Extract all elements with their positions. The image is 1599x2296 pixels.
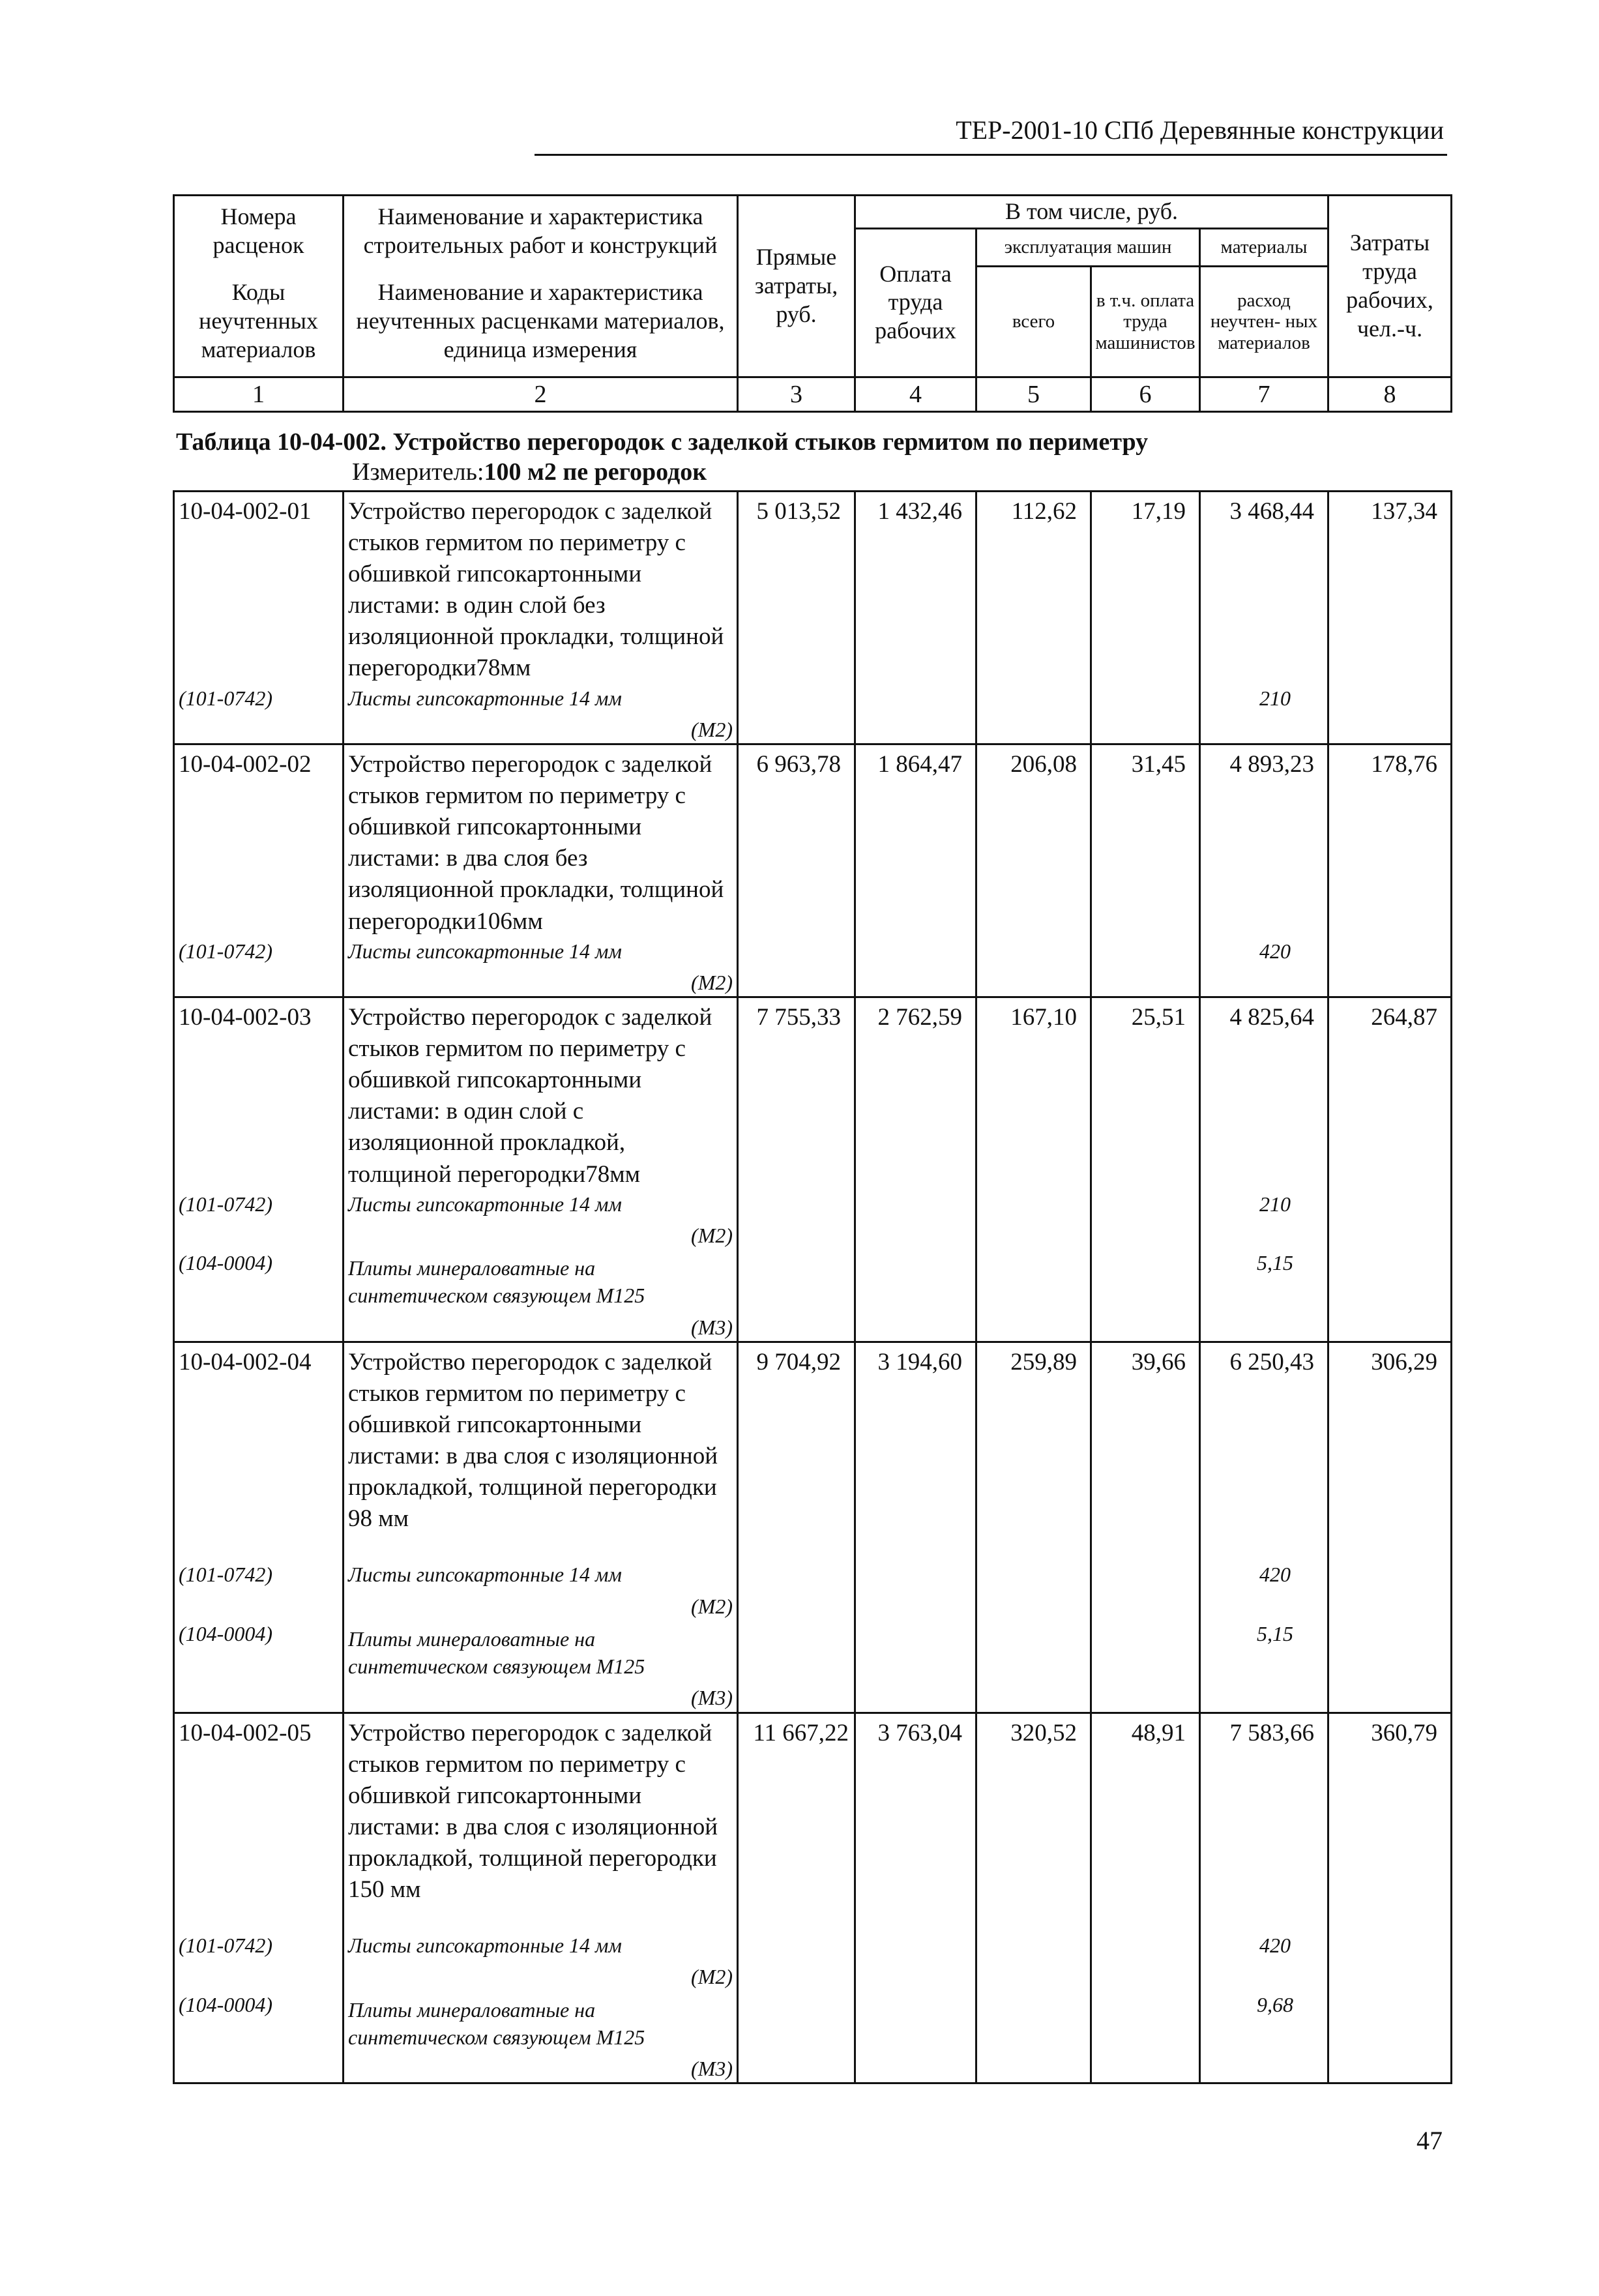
material-row [174, 684, 1452, 744]
col-number: 1 [174, 377, 344, 411]
machinist-pay: 25,51 [1091, 997, 1200, 1190]
material-name: Листы гипсокартонные 14 мм [348, 686, 622, 710]
material-unit: (М3) [691, 1315, 733, 1339]
rate-name: Устройство перегородок с заделкой стыков гермитом по периметру с обшивкой гипсокартонными листами: в один слой с изоляционной прокладкой, толщиной перегородки78мм [344, 997, 738, 1190]
rate-code: 10-04-002-03 [174, 997, 344, 1190]
col-number: 8 [1328, 377, 1452, 411]
header-materials: материалы [1200, 228, 1328, 266]
col-number: 7 [1200, 377, 1328, 411]
header-machines: эксплуатация машин [976, 228, 1200, 266]
labor-hours: 137,34 [1328, 492, 1452, 684]
table-row [174, 492, 1452, 684]
material-name: Листы гипсокартонные 14 мм [348, 1563, 622, 1587]
material-unit: (М2) [691, 717, 733, 741]
rate-code: 10-04-002-05 [174, 1713, 344, 1906]
material-row [174, 1535, 1452, 1619]
material-qty: 5,15 [1200, 1620, 1328, 1713]
header-labor-pay: Оплата труда рабочих [855, 228, 976, 377]
machines-total: 320,52 [976, 1713, 1091, 1906]
table-row [174, 744, 1452, 937]
material-qty: 9,68 [1200, 1991, 1328, 2083]
labor-pay: 2 762,59 [855, 997, 976, 1190]
rate-name: Устройство перегородок с заделкой стыков гермитом по периметру с обшивкой гипсокартонными листами: в два слоя с изоляционной прокладкой, толщиной перегородки 150 мм [344, 1713, 738, 1906]
machinist-pay: 48,91 [1091, 1713, 1200, 1906]
material-unit: (М2) [691, 1965, 733, 1989]
material-unit: (М2) [691, 1594, 733, 1618]
material-qty: 5,15 [1200, 1249, 1328, 1342]
material-unit: (М2) [691, 970, 733, 994]
measure-label: Измеритель: [352, 458, 484, 486]
material-code: (101-0742) [174, 1535, 344, 1619]
direct-costs: 11 667,22 [738, 1713, 855, 1906]
col-number: 6 [1091, 377, 1200, 411]
materials-cost: 6 250,43 [1200, 1342, 1328, 1535]
rate-name: Устройство перегородок с заделкой стыков гермитом по периметру с обшивкой гипсокартонными листами: в один слой без изоляционной прокладки, толщиной перегородки78мм [344, 492, 738, 684]
material-code: (104-0004) [174, 1249, 344, 1342]
rate-name: Устройство перегородок с заделкой стыков гермитом по периметру с обшивкой гипсокартонными листами: в два слоя с изоляционной прокладкой, толщиной перегородки 98 мм [344, 1342, 738, 1535]
measure-value: 100 м2 пе регородок [484, 458, 707, 486]
material-code: (101-0742) [174, 937, 344, 997]
direct-costs: 5 013,52 [738, 492, 855, 684]
material-row [174, 937, 1452, 997]
material-row [174, 1190, 1452, 1249]
header-name-bottom: Наименование и характеристика неучтенных расценками материалов, единица измерения [344, 266, 738, 377]
col-number: 3 [738, 377, 855, 411]
machinist-pay: 31,45 [1091, 744, 1200, 937]
direct-costs: 6 963,78 [738, 744, 855, 937]
material-row [174, 1906, 1452, 1990]
machinist-pay: 39,66 [1091, 1342, 1200, 1535]
material-name: Плиты минераловатные на синтетическом связующем М125 [348, 1626, 645, 1679]
labor-pay: 1 432,46 [855, 492, 976, 684]
material-row [174, 1991, 1452, 2083]
table-title: Таблица 10-04-002. Устройство перегородок с заделкой стыков гермитом по периметру [176, 428, 1149, 456]
material-name: Листы гипсокартонные 14 мм [348, 1934, 622, 1958]
material-qty: 210 [1200, 1190, 1328, 1249]
running-head: ТЕР-2001-10 СПб Деревянные конструкции [956, 115, 1444, 145]
table-row [174, 1713, 1452, 1906]
materials-cost: 3 468,44 [1200, 492, 1328, 684]
machinist-pay: 17,19 [1091, 492, 1200, 684]
rates-table [173, 490, 1452, 2084]
direct-costs: 9 704,92 [738, 1342, 855, 1535]
labor-hours: 264,87 [1328, 997, 1452, 1190]
labor-hours: 306,29 [1328, 1342, 1452, 1535]
material-code: (104-0004) [174, 1991, 344, 2083]
materials-cost: 7 583,66 [1200, 1713, 1328, 1906]
header-rule [535, 154, 1447, 156]
header-table [173, 194, 1452, 413]
header-codes-top: Номера расценок [174, 196, 344, 267]
material-row [174, 1620, 1452, 1713]
labor-hours: 360,79 [1328, 1713, 1452, 1906]
material-code: (104-0004) [174, 1620, 344, 1713]
header-material-use: расход неучтен- ных материалов [1200, 266, 1328, 377]
header-direct-costs: Прямые затраты, руб. [738, 196, 855, 377]
machines-total: 112,62 [976, 492, 1091, 684]
rate-code: 10-04-002-02 [174, 744, 344, 937]
material-qty: 420 [1200, 1535, 1328, 1619]
material-name: Листы гипсокартонные 14 мм [348, 939, 622, 963]
measure-line [352, 458, 707, 486]
labor-pay: 3 763,04 [855, 1713, 976, 1906]
header-labor-hours: Затраты труда рабочих, чел.-ч. [1328, 196, 1452, 377]
rate-code: 10-04-002-01 [174, 492, 344, 684]
table-row [174, 1342, 1452, 1535]
material-qty: 210 [1200, 684, 1328, 744]
material-unit: (М2) [691, 1223, 733, 1247]
header-codes-bottom: Коды неучтенных материалов [174, 266, 344, 377]
material-code: (101-0742) [174, 684, 344, 744]
materials-cost: 4 893,23 [1200, 744, 1328, 937]
header-mach-pay: в т.ч. оплата труда машинистов [1091, 266, 1200, 377]
col-number: 5 [976, 377, 1091, 411]
material-qty: 420 [1200, 1906, 1328, 1990]
material-name: Листы гипсокартонные 14 мм [348, 1192, 622, 1216]
materials-cost: 4 825,64 [1200, 997, 1328, 1190]
machines-total: 259,89 [976, 1342, 1091, 1535]
material-name: Плиты минераловатные на синтетическом связующем М125 [348, 1997, 645, 2049]
material-code: (101-0742) [174, 1906, 344, 1990]
material-code: (101-0742) [174, 1190, 344, 1249]
rate-name: Устройство перегородок с заделкой стыков гермитом по периметру с обшивкой гипсокартонными листами: в два слоя без изоляционной прокладки, толщиной перегородки106мм [344, 744, 738, 937]
machines-total: 206,08 [976, 744, 1091, 937]
machines-total: 167,10 [976, 997, 1091, 1190]
rate-code: 10-04-002-04 [174, 1342, 344, 1535]
material-unit: (М3) [691, 1686, 733, 1710]
material-name: Плиты минераловатные на синтетическом связующем М125 [348, 1256, 645, 1308]
col-number: 2 [344, 377, 738, 411]
header-in-total: В том числе, руб. [855, 196, 1328, 229]
header-mach-total: всего [976, 266, 1091, 377]
labor-hours: 178,76 [1328, 744, 1452, 937]
header-name-top: Наименование и характеристика строительных работ и конструкций [344, 196, 738, 267]
page-number: 47 [1416, 2126, 1443, 2155]
labor-pay: 3 194,60 [855, 1342, 976, 1535]
table-row [174, 997, 1452, 1190]
direct-costs: 7 755,33 [738, 997, 855, 1190]
material-qty: 420 [1200, 937, 1328, 997]
material-unit: (М3) [691, 2057, 733, 2081]
material-row [174, 1249, 1452, 1342]
labor-pay: 1 864,47 [855, 744, 976, 937]
col-number: 4 [855, 377, 976, 411]
